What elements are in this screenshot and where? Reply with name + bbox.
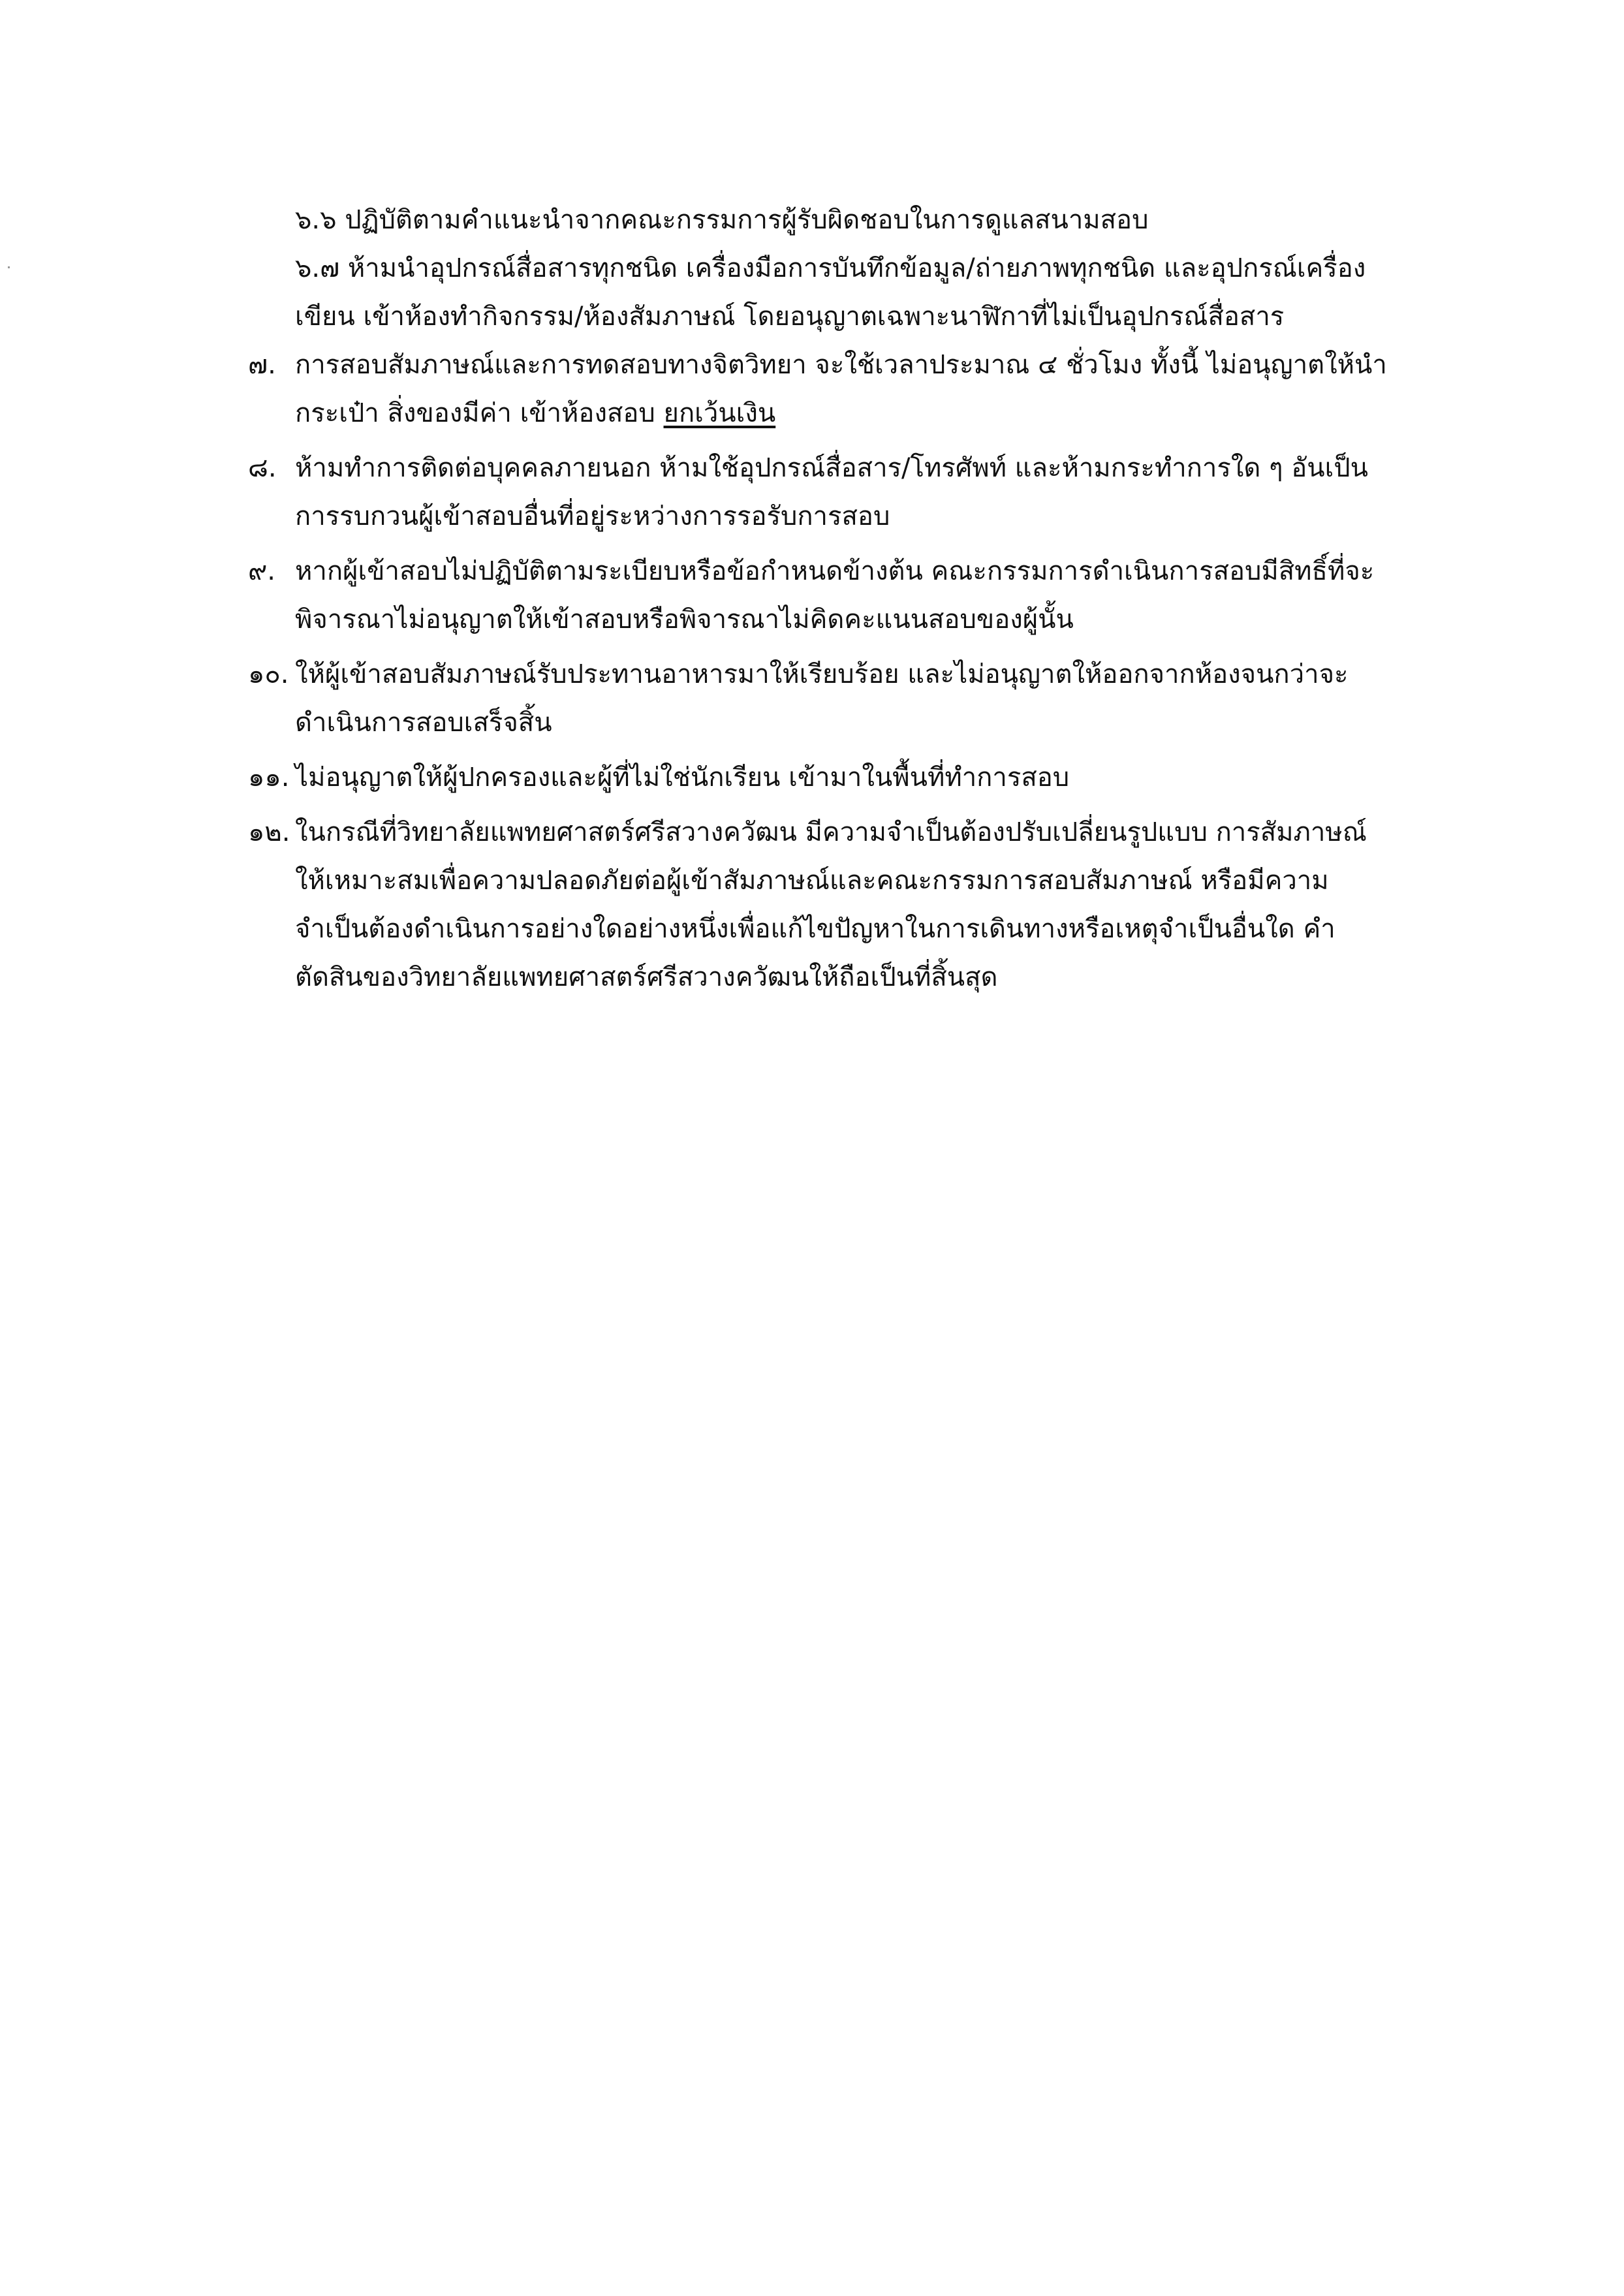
underlined-exception-text: ยกเว้นเงิน [663,398,776,428]
item-number: ๙. [248,556,276,586]
sub-item-6-6 [248,196,1443,244]
list-item-7 [248,341,1443,389]
item-text: ให้เหมาะสมเพื่อความปลอดภัยต่อผู้เข้าสัมภาษณ์และคณะกรรมการสอบสัมภาษณ์ หรือมีความ [295,866,1329,896]
sub-item-6-7 [248,244,1443,292]
sub-item-label: ๖.๗ [295,253,340,283]
list-item-7-continuation [248,389,1443,437]
item-text: พิจารณาไม่อนุญาตให้เข้าสอบหรือพิจารณาไม่คิดคะแนนสอบของผู้นั้น [295,605,1074,635]
list-item-9-continuation [248,595,1443,644]
item-text: การสอบสัมภาษณ์และการทดสอบทางจิตวิทยา จะใช้เวลาประมาณ ๔ ชั่วโมง ทั้งนี้ ไม่อนุญาตให้นำ [295,350,1387,380]
list-item-8 [248,444,1443,492]
item-text: ห้ามทำการติดต่อบุคคลภายนอก ห้ามใช้อุปกรณ์สื่อสาร/โทรศัพท์ และห้ามกระทำการใด ๆ อันเป็น [295,453,1369,483]
item-text: ไม่อนุญาตให้ผู้ปกครองและผู้ที่ไม่ใช่นักเรียน เข้ามาในพื้นที่ทำการสอบ [295,763,1070,793]
item-text: ในกรณีที่วิทยาลัยแพทยศาสตร์ศรีสวางควัฒน มีความจำเป็นต้องปรับเปลี่ยนรูปแบบ การสัมภาษณ์ [295,817,1367,847]
item-number: ๑๑. [248,763,290,793]
item-text: การรบกวนผู้เข้าสอบอื่นที่อยู่ระหว่างการรอรับการสอบ [295,501,890,531]
item-text: หากผู้เข้าสอบไม่ปฏิบัติตามระเบียบหรือข้อกำหนดข้างต้น คณะกรรมการดำเนินการสอบมีสิทธิ์ที่จะ [295,556,1375,586]
list-item-10 [248,650,1443,699]
list-item-12-continuation [248,905,1443,953]
list-item-12-continuation [248,857,1443,905]
list-item-8-continuation [248,492,1443,541]
document-body [248,196,1443,1001]
item-number: ๗. [248,350,276,380]
list-item-9 [248,547,1443,595]
sub-item-label: ๖.๖ [295,205,337,235]
item-number: ๑๒. [248,817,290,847]
item-text: จำเป็นต้องดำเนินการอย่างใดอย่างหนึ่งเพื่อแก้ไขปัญหาในการเดินทางหรือเหตุจำเป็นอื่นใด คำ [295,914,1335,944]
sub-item-text: ห้ามนำอุปกรณ์สื่อสารทุกชนิด เครื่องมือการบันทึกข้อมูล/ถ่ายภาพทุกชนิด และอุปกรณ์เครื่อง [347,253,1366,283]
sub-item-text: ปฏิบัติตามคำแนะนำจากคณะกรรมการผู้รับผิดชอบในการดูแลสนามสอบ [345,205,1149,235]
scan-mark [8,266,10,268]
item-number: ๘. [248,453,277,483]
item-text: ดำเนินการสอบเสร็จสิ้น [295,708,552,738]
sub-item-6-7-continuation [248,292,1443,341]
item-text: ตัดสินของวิทยาลัยแพทยศาสตร์ศรีสวางควัฒนให้ถือเป็นที่สิ้นสุด [295,962,998,992]
list-item-10-continuation [248,699,1443,747]
list-item-12 [248,808,1443,857]
item-number: ๑๐. [248,659,289,689]
item-text: กระเป๋า สิ่งของมีค่า เข้าห้องสอบ [295,398,664,428]
list-item-12-continuation [248,953,1443,1001]
item-text: ให้ผู้เข้าสอบสัมภาษณ์รับประทานอาหารมาให้เรียบร้อย และไม่อนุญาตให้ออกจากห้องจนกว่าจะ [295,659,1349,689]
list-item-11 [248,753,1443,802]
sub-item-text: เขียน เข้าห้องทำกิจกรรม/ห้องสัมภาษณ์ โดยอนุญาตเฉพาะนาฬิกาที่ไม่เป็นอุปกรณ์สื่อสาร [295,302,1285,332]
